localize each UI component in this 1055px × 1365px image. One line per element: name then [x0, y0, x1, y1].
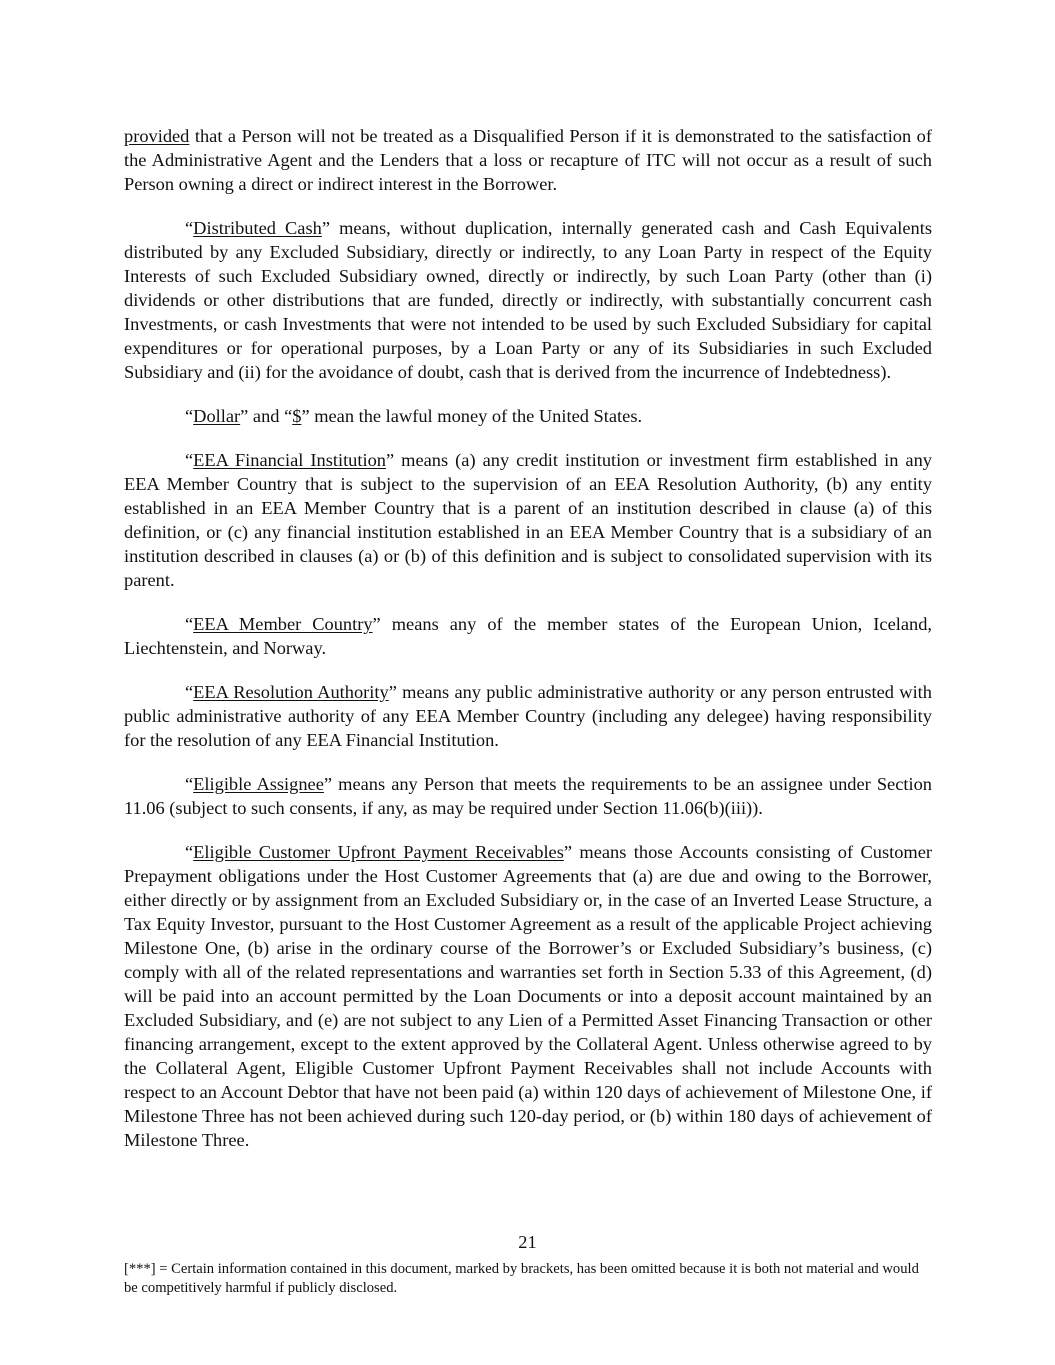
definition-eea-financial-institution: [124, 448, 932, 592]
definition-text: ” means, without duplication, internally generated cash and Cash Equivalents distributed by any Excluded Subsidiary, directly or indirectly, to any Loan Party in respect of the Equity Interests of such Excluded Subsidiary owned, directly or indirectly, by such Loan Party (other than (i) dividends or other distributions that are funded, directly or indirectly, with substantially concurrent cash Investments, or cash Investments that were not intended to be used by such Excluded Subsidiary for capital expenditures or for operational purposes, by a Loan Party or any of its Subsidiaries in such Excluded Subsidiary and (ii) for the avoidance of doubt, cash that is derived from the incurrence of Indebtedness).: [124, 218, 932, 382]
document-body: [124, 124, 932, 1172]
definition-text: ” means (a) any credit institution or investment firm established in any EEA Member Country that is subject to the supervision of an EEA Resolution Authority, (b) any entity established in an EEA Member Country that is a parent of an institution described in clause (a) of this definition, or (c) any financial institution established in an EEA Member Country that is a subsidiary of an institution described in clauses (a) or (b) of this definition and is subject to consolidated supervision with its parent.: [124, 450, 932, 590]
defined-term: EEA Resolution Authority: [193, 682, 389, 702]
redaction-footnote: [***] = Certain information contained in this document, marked by brackets, has been omitted because it is both not material and would be competitively harmful if publicly disclosed.: [124, 1261, 919, 1296]
defined-term: provided: [124, 126, 190, 146]
open-quote: “: [185, 774, 194, 794]
definition-text: ” means any of the member states of the European Union, Iceland, Liechtenstein, and Norway.: [124, 614, 932, 658]
defined-term: Eligible Assignee: [193, 774, 324, 794]
page-number: 21: [518, 1232, 537, 1252]
defined-term: Distributed Cash: [193, 218, 322, 238]
definition-dollar: [124, 404, 932, 428]
open-quote: “: [185, 218, 194, 238]
defined-term-symbol: $: [292, 406, 302, 426]
defined-term: EEA Member Country: [193, 614, 373, 634]
open-quote: “: [185, 682, 194, 702]
defined-term: EEA Financial Institution: [193, 450, 386, 470]
open-quote: “: [185, 842, 194, 862]
definition-eea-member-country: [124, 612, 932, 660]
definition-distributed-cash: [124, 216, 932, 384]
definition-eligible-customer-upfront-payment-receivables: [124, 840, 932, 1152]
open-quote: “: [185, 406, 194, 426]
connector-text: ” and “: [240, 406, 293, 426]
defined-term: Eligible Customer Upfront Payment Receivables: [193, 842, 564, 862]
open-quote: “: [185, 614, 194, 634]
definition-text: ” means those Accounts consisting of Customer Prepayment obligations under the Host Customer Agreements that (a) are due and owing to the Borrower, either directly or by assignment from an Excluded Subsidiary or, in the case of an Inverted Lease Structure, a Tax Equity Investor, pursuant to the Host Customer Agreement as a result of the applicable Project achieving Milestone One, (b) arise in the ordinary course of the Borrower’s or Excluded Subsidiary’s business, (c) comply with all of the related representations and warranties set forth in Section 5.33 of this Agreement, (d) will be paid into an account permitted by the Loan Documents or into a deposit account maintained by an Excluded Subsidiary, and (e) are not subject to any Lien of a Permitted Asset Financing Transaction or other financing arrangement, except to the extent approved by the Collateral Agent. Unless otherwise agreed to by the Collateral Agent, Eligible Customer Upfront Payment Receivables shall not include Accounts with respect to an Account Debtor that have not been paid (a) within 120 days of achievement of Milestone One, if Milestone Three has not been achieved during such 120-day period, or (b) within 180 days of achievement of Milestone Three.: [124, 842, 932, 1150]
open-quote: “: [185, 450, 194, 470]
definition-eea-resolution-authority: [124, 680, 932, 752]
paragraph-disqualified-person-proviso: [124, 124, 932, 196]
defined-term: Dollar: [193, 406, 241, 426]
definition-eligible-assignee: [124, 772, 932, 820]
definition-text: ” means any public administrative authority or any person entrusted with public administrative authority of any EEA Member Country (including any delegee) having responsibility for the resolution of any EEA Financial Institution.: [124, 682, 932, 750]
definition-text: ” means any Person that meets the requirements to be an assignee under Section 11.06 (subject to such consents, if any, as may be required under Section 11.06(b)(iii)).: [124, 774, 932, 818]
definition-text: that a Person will not be treated as a Disqualified Person if it is demonstrated to the satisfaction of the Administrative Agent and the Lenders that a loss or recapture of ITC will not occur as a result of such Person owning a direct or indirect interest in the Borrower.: [124, 126, 932, 194]
definition-text: ” mean the lawful money of the United States.: [301, 406, 643, 426]
